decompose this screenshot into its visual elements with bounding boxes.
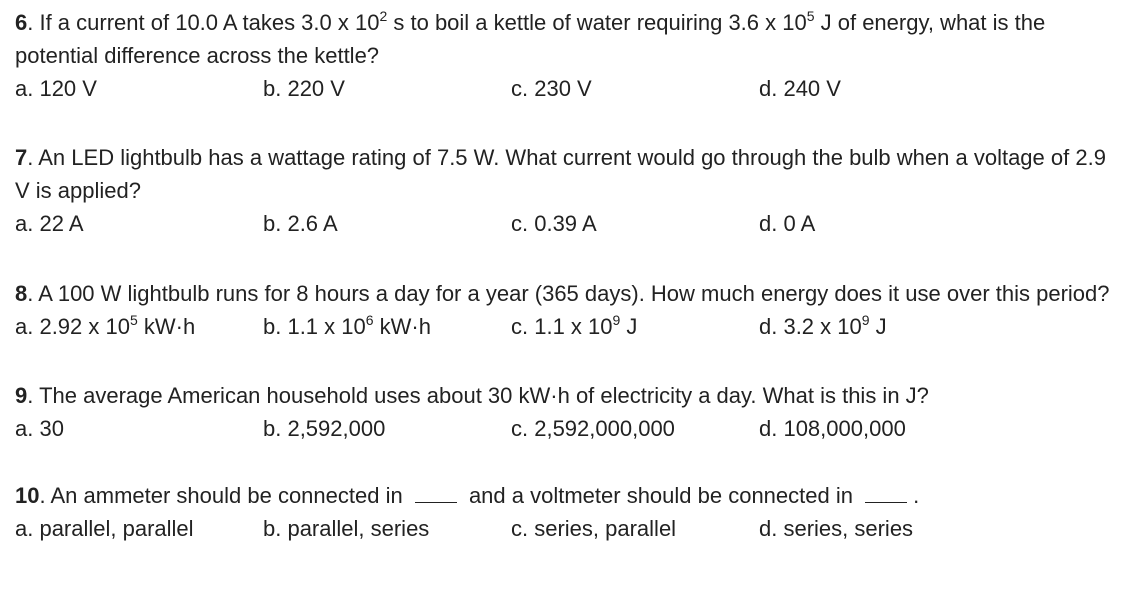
worksheet [15, 6, 1110, 545]
choice-a: a. 30 [15, 416, 64, 441]
question-text [15, 6, 1110, 72]
choice-b: b. 2.6 A [263, 211, 338, 236]
answer-choices [15, 72, 1110, 105]
question-number: 10 [15, 483, 40, 508]
question-number: 6 [15, 10, 28, 35]
spacer [15, 445, 1110, 479]
choice-a: a. 2.92 x $10^5$ kW·h [15, 311, 196, 339]
choice-c: c. series, parallel [511, 516, 677, 541]
choice-a: a. 22 A [15, 211, 84, 236]
question-number: 9 [15, 383, 28, 408]
question-8 [15, 277, 1110, 343]
question-text [15, 479, 1110, 512]
choice-d: d. 240 V [759, 76, 841, 101]
choice-d: d. series, series [759, 516, 914, 541]
choice-b: b. parallel, series [263, 516, 430, 541]
choice-b: b. 1.1 x $10^6$ kW·h [263, 311, 431, 339]
question-7 [15, 141, 1110, 240]
answer-choices [15, 207, 1110, 240]
question-body: . An ammeter should be connected in and a voltmeter should be connected in . [39, 483, 919, 508]
choice-d: d. 3.2 x $10^9$ J [759, 311, 887, 339]
choice-a: a. 120 V [15, 76, 97, 101]
choice-c: c. 0.39 A [511, 211, 597, 236]
question-9 [15, 379, 1110, 445]
question-text [15, 277, 1110, 310]
question-number: 7 [15, 145, 28, 170]
question-text [15, 141, 1110, 207]
question-body: . A 100 W lightbulb runs for 8 hours a day for a year (365 days). How much energy does it use over this period? [27, 281, 1110, 306]
question-body: . The average American household uses about 30 kW·h of electricity a day. What is this in J? [27, 383, 929, 408]
question-body: . If a current of 10.0 A takes 3.0 x $10^2$ s to boil a kettle of water requiring 3.6 x $10^5$ J of energy, what is the potential difference across the kettle? [15, 7, 1046, 68]
choice-b: b. 220 V [263, 76, 345, 101]
spacer [15, 343, 1110, 379]
spacer [15, 105, 1110, 141]
question-body: . An LED lightbulb has a wattage rating of 7.5 W. What current would go through the bulb when a voltage of 2.9 V is applied? [15, 145, 1106, 203]
choice-b: b. 2,592,000 [263, 416, 386, 441]
choice-c: c. 2,592,000,000 [511, 416, 675, 441]
choice-d: d. 108,000,000 [759, 416, 906, 441]
choice-c: c. 230 V [511, 76, 592, 101]
choice-d: d. 0 A [759, 211, 816, 236]
question-10 [15, 479, 1110, 545]
choice-c: c. 1.1 x $10^9$ J [511, 311, 638, 339]
answer-choices [15, 310, 1110, 343]
answer-choices [15, 412, 1110, 445]
question-6 [15, 6, 1110, 105]
question-text [15, 379, 1110, 412]
choice-a: a. parallel, parallel [15, 516, 194, 541]
question-number: 8 [15, 281, 28, 306]
spacer [15, 240, 1110, 277]
answer-choices [15, 512, 1110, 545]
